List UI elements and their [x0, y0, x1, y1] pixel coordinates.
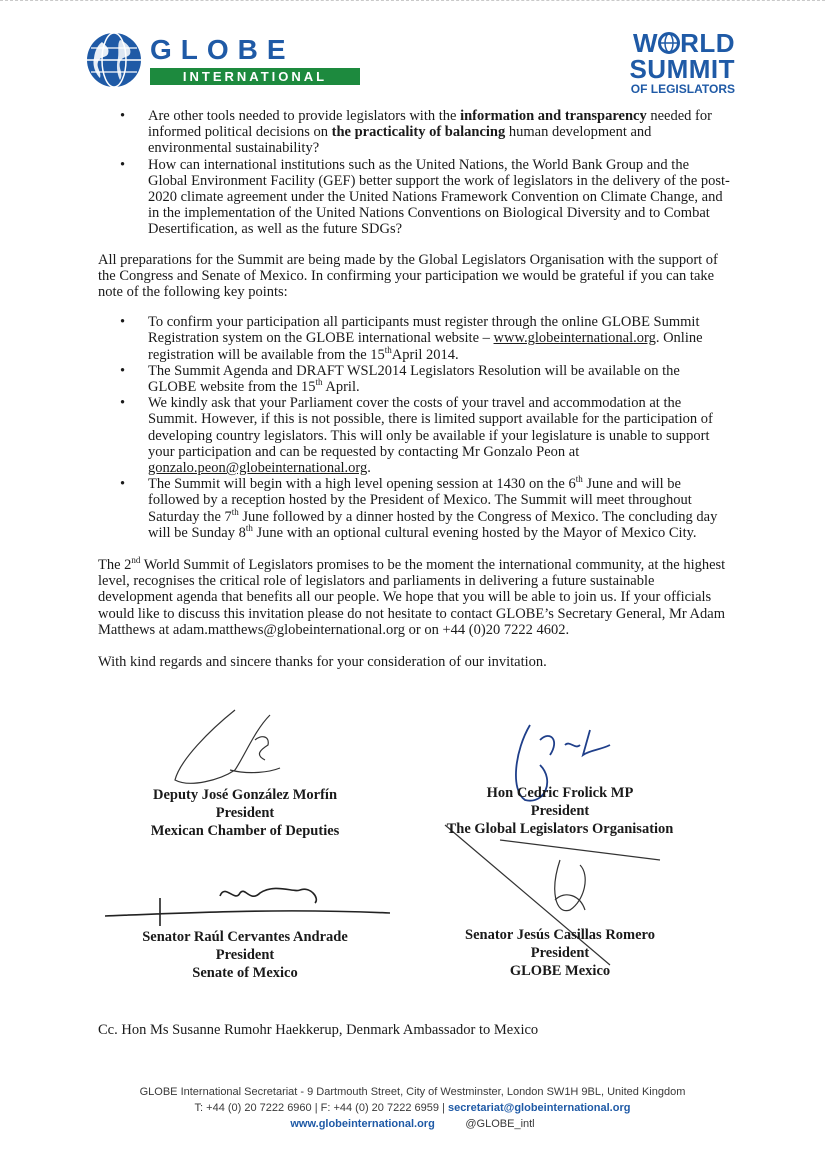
wsl-logo-line-legislators: OF LEGISLATORS [630, 82, 735, 96]
globe-o-icon [658, 32, 680, 54]
list-item: • The Summit Agenda and DRAFT WSL2014 Legislators Resolution will be available on the GLOBE website from the 15th April. [98, 363, 730, 395]
signatory-title: President [530, 945, 590, 961]
signatory-org: Senate of Mexico [192, 965, 298, 981]
footer-email-link[interactable]: secretariat@globeinternational.org [447, 1102, 631, 1114]
letter-body [98, 108, 730, 670]
list-item: • Are other tools needed to provide legislators with the information and transparency needed for informed political decisions on the practicality of balancing human development and environmental sustainability? [98, 108, 730, 157]
signatory-block [430, 926, 690, 980]
list-item: • To confirm your participation all participants must register through the online GLOBE Summit Registration system on the GLOBE international website – www.globeinternational.org. Online registration will be available from the 15thApril 2014. [98, 314, 730, 363]
globe-international-logo [84, 30, 328, 90]
signatory-org: GLOBE Mexico [509, 963, 611, 979]
signatory-block [120, 786, 370, 840]
wsl-logo-line-world: W RLD [633, 28, 735, 58]
signatory-title: President [530, 803, 590, 819]
footer-website-link[interactable]: www.globeinternational.org [290, 1118, 435, 1130]
signatory-org: The Global Legislators Organisation [446, 821, 674, 837]
list-item: • We kindly ask that your Parliament cover the costs of your travel and accommodation at the Summit. However, if this is not possible, there is limited support available for the participation of developing country legislators. This will only be available if your legislature is unable to support your participation and can be requested by contacting Mr Gonzalo Peon at gonzalo.peon@globeinternational.org. [98, 395, 730, 476]
intro-paragraph: All preparations for the Summit are being made by the Global Legislators Organisation with the support of the Congress and Senate of Mexico. In confirming your participation we would be grateful if you can take note of the following key points: [98, 251, 718, 301]
list-item: • How can international institutions such as the United Nations, the World Bank Group and the Global Environment Facility (GEF) better support the work of legislators in the delivery of the post-2020 climate agreement under the United Nations Framework Convention on Climate Change, and in the implementation of the United Nations Conventions on Biological Diversity and to Combat Desertification, as well as the future SDGs? [98, 157, 730, 238]
signatory-org: Mexican Chamber of Deputies [150, 823, 340, 839]
signatory-name: Senator Jesús Casillas Romero [465, 927, 655, 943]
footer-twitter[interactable]: @GLOBE_intl [465, 1118, 535, 1130]
website-link[interactable]: www.globeinternational.org [493, 330, 656, 347]
signatory-title: President [215, 805, 275, 821]
world-summit-logo [600, 30, 735, 100]
list-item: • The Summit will begin with a high level opening session at 1430 on the 6th June and will be followed by a reception hosted by the President of Mexico. The Summit will meet throughout Saturday the 7th June followed by a dinner hosted by the Congress of Mexico. The concluding day will be Sunday 8th June with an optional cultural evening hosted by the Mayor of Mexico City. [98, 476, 730, 541]
signature-gonzalez [160, 700, 300, 795]
signatory-name: Senator Raúl Cervantes Andrade [142, 929, 348, 945]
wsl-logo-line-summit: SUMMIT [629, 54, 735, 84]
signatory-name: Deputy José González Morfín [152, 787, 338, 803]
globe-wordmark: GLOBE [150, 34, 295, 65]
signatory-title: President [215, 947, 275, 963]
footer-web [0, 1116, 825, 1132]
signatory-block [120, 928, 370, 982]
key-points-list [98, 314, 730, 541]
regards-line: With kind regards and sincere thanks for your consideration of our invitation. [98, 654, 547, 671]
globe-icon [84, 30, 144, 90]
cc-line: Cc. Hon Ms Susanne Rumohr Haekkerup, Denmark Ambassador to Mexico [98, 1022, 539, 1038]
globe-international-banner: INTERNATIONAL [150, 68, 360, 85]
top-divider [0, 0, 825, 5]
footer [0, 1084, 825, 1132]
signatory-name: Hon Cedric Frolick MP [486, 785, 634, 801]
signature-cervantes [100, 878, 400, 928]
questions-list [98, 108, 730, 238]
footer-address: GLOBE International Secretariat - 9 Dartmouth Street, City of Westminster, London SW1H 9BL, United Kingdom [139, 1086, 686, 1098]
email-link[interactable]: gonzalo.peon@globeinternational.org [148, 460, 368, 477]
closing-paragraph: The 2nd World Summit of Legislators promises to be the moment the international community, at the highest level, recognises the critical role of legislators and parliaments in delivering a future sustainable development agenda that benefits all our people. We hope that you will be able to join us. If your officials would like to discuss this invitation please do not hesitate to contact GLOBE’s Secretary General, Mr Adam Matthews at adam.matthews@globeinternational.org or on +44 (0)20 7222 4602. [98, 555, 726, 638]
footer-contact: T: +44 (0) 20 7222 6960 | F: +44 (0) 20 7222 6959 | secretariat@globeinternational.org [194, 1102, 631, 1114]
signatory-block [420, 784, 700, 838]
